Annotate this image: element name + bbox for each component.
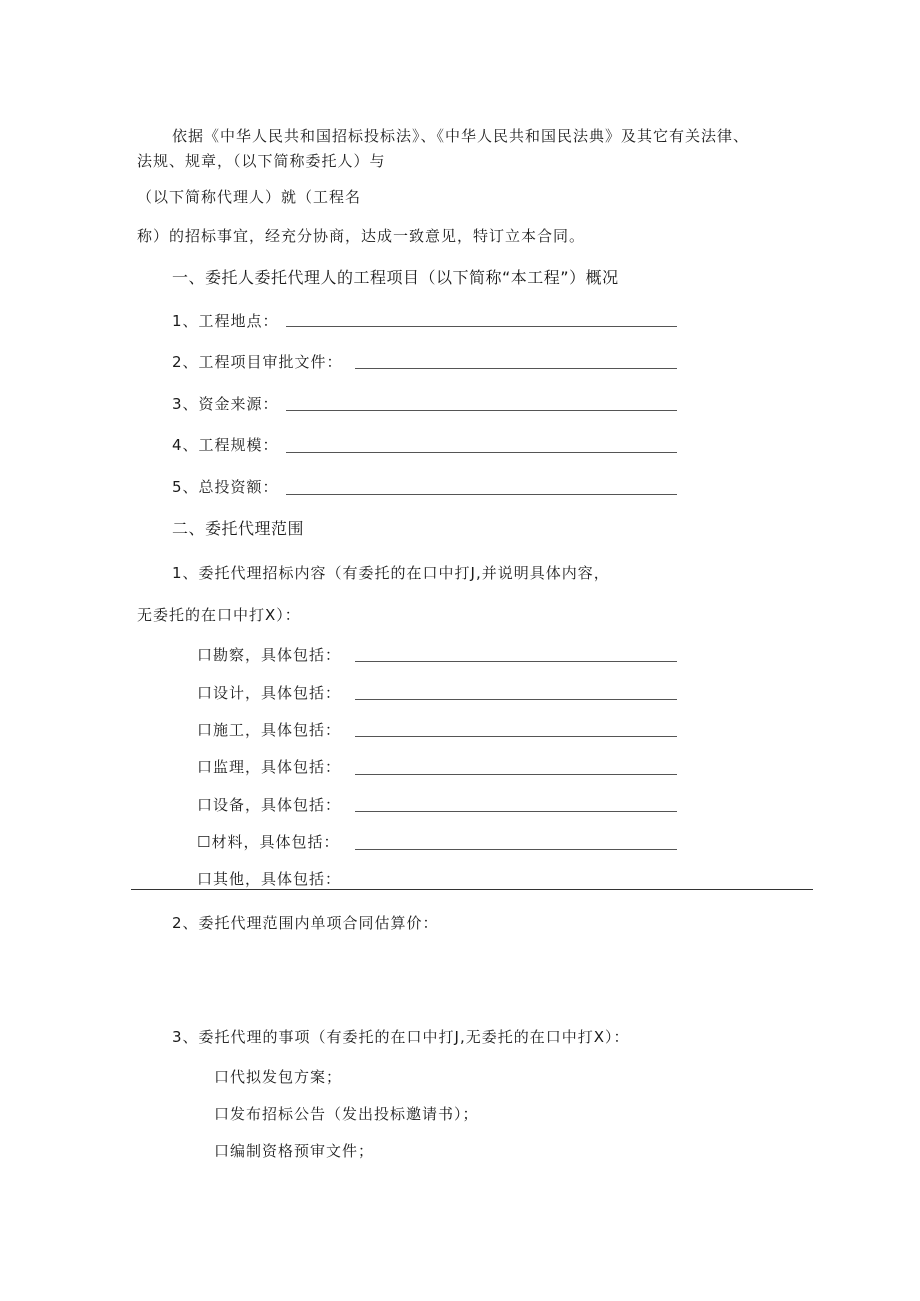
option-supervision-blank bbox=[355, 774, 677, 775]
option-construction: 口施工，具体包括： bbox=[197, 721, 342, 739]
option-survey-blank bbox=[355, 661, 677, 662]
intro-line-3: （以下简称代理人）就（工程名 bbox=[137, 188, 362, 206]
fund-source-blank bbox=[286, 410, 677, 411]
option-design: 口设计，具体包括： bbox=[197, 684, 342, 702]
section2-heading: 二、委托代理范围 bbox=[172, 519, 305, 538]
option-other-blank bbox=[131, 889, 813, 890]
project-scale-blank bbox=[286, 452, 677, 453]
project-location-blank bbox=[286, 326, 677, 327]
total-investment-label: 5、总投资额： bbox=[172, 478, 279, 496]
intro-line-1: 依据《中华人民共和国招标投标法》、《中华人民共和国民法典》及其它有关法律、 bbox=[172, 127, 750, 145]
project-scale-label: 4、工程规模： bbox=[172, 436, 279, 454]
matter-prequal-docs: 口编制资格预审文件； bbox=[214, 1142, 375, 1160]
intro-line-4: 称）的招标事宜，经充分协商，达成一致意见，特订立本合同。 bbox=[137, 227, 586, 245]
option-design-blank bbox=[355, 699, 677, 700]
option-equipment: 口设备，具体包括： bbox=[197, 796, 342, 814]
option-construction-blank bbox=[355, 736, 677, 737]
project-location-label: 1、工程地点： bbox=[172, 312, 279, 330]
scope-item2: 2、委托代理范围内单项合同估算价： bbox=[172, 914, 439, 932]
approval-docs-blank bbox=[355, 368, 677, 369]
total-investment-blank bbox=[286, 494, 677, 495]
scope-item1-line2: 无委托的在口中打X）： bbox=[137, 606, 301, 624]
scope-item1-line1: 1、委托代理招标内容（有委托的在口中打J,并说明具体内容， bbox=[172, 564, 610, 582]
option-supervision: 口监理，具体包括： bbox=[197, 758, 342, 776]
section1-heading: 一、委托人委托代理人的工程项目（以下简称“本工程”）概况 bbox=[172, 268, 619, 287]
matter-publish-notice: 口发布招标公告（发出投标邀请书）； bbox=[214, 1105, 479, 1123]
approval-docs-label: 2、工程项目审批文件： bbox=[172, 353, 343, 371]
option-other: 口其他，具体包括： bbox=[197, 870, 342, 888]
intro-line-2: 法规、规章，（以下简称委托人）与 bbox=[137, 152, 386, 170]
fund-source-label: 3、资金来源： bbox=[172, 395, 279, 413]
option-equipment-blank bbox=[355, 811, 677, 812]
matter-draft-plan: 口代拟发包方案； bbox=[214, 1068, 343, 1086]
scope-item3: 3、委托代理的事项（有委托的在口中打J,无委托的在口中打X）： bbox=[172, 1028, 630, 1046]
option-survey: 口勘察，具体包括： bbox=[197, 646, 342, 664]
option-materials: ☐材料，具体包括： bbox=[197, 833, 340, 851]
option-materials-blank bbox=[355, 849, 677, 850]
